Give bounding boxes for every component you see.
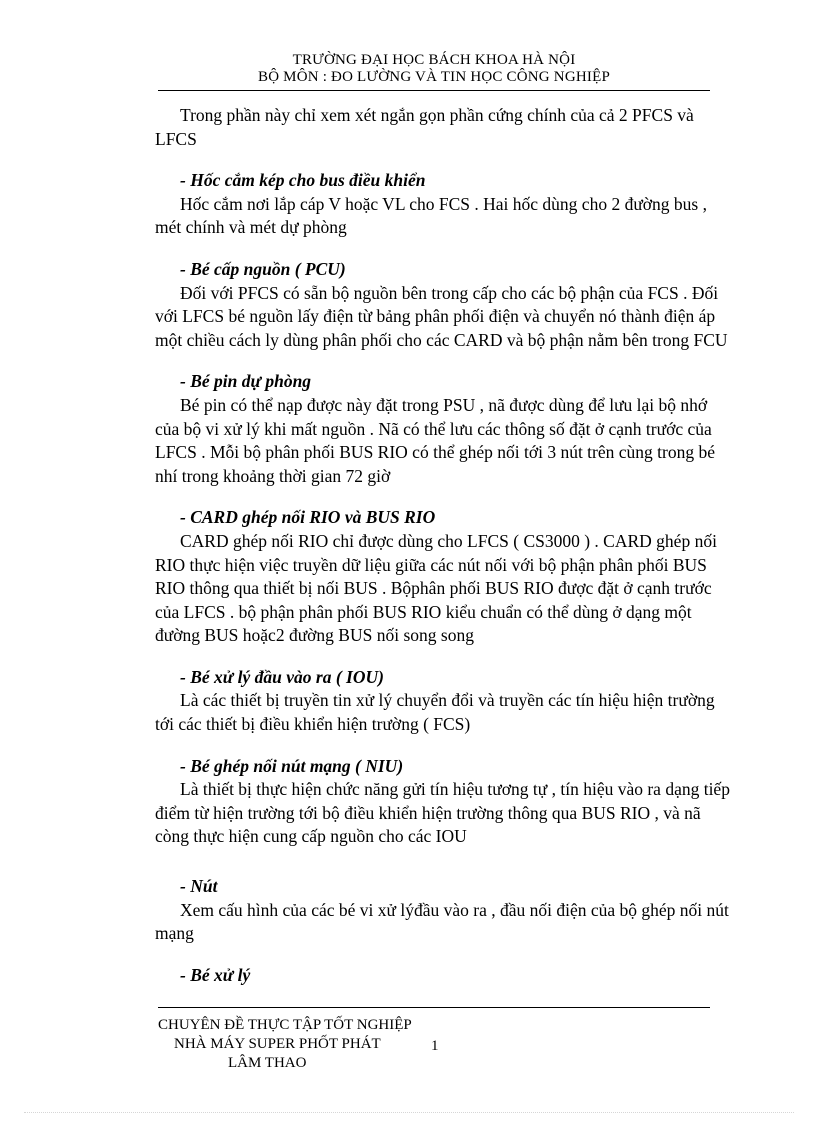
page-bottom-border <box>24 1112 794 1113</box>
section-text-nut: Xem cấu hình của các bé vi xử lýđầu vào ra , đầu nối điện của bộ ghép nối nút mạng <box>155 899 729 944</box>
section-text-rio: CARD ghép nối RIO chỉ được dùng cho LFCS ( CS3000 ) . CARD ghép nối RIO thực hiện việc truyền dữ liệu giữa các nút nối với bộ phận phân phối BUS RIO thông qua thiết bị nối BUS . Bộphân phối BUS RIO được đặt ở cạnh trước của LFCS . bộ phận phân phối BUS RIO kiểu chuẩn có thể dùng ở dạng một đường BUS hoặc2 đường BUS nối song song <box>155 530 717 646</box>
header-department: BỘ MÔN : ĐO LƯỜNG VÀ TIN HỌC CÔNG NGHIỆP <box>257 69 610 85</box>
section-heading-xu-ly: - Bé xử lý <box>180 964 251 985</box>
footer-location: LÂM THAO <box>228 1055 307 1071</box>
page-footer <box>158 1016 458 1073</box>
section-heading-nut: - Nút <box>180 876 218 897</box>
header-divider <box>158 90 710 91</box>
section-heading-pin: - Bé pin dự phòng <box>180 371 312 392</box>
section-text-pcu: Đối với PFCS có sẵn bộ nguồn bên trong cấp cho các bộ phận của FCS . Đối với LFCS bé nguồn lấy điện từ bảng phân phối điện và chuyển nó thành điện áp một chiều cách ly dùng phân phối cho các CARD và bộ phận nằm bên trong FCU <box>155 282 728 350</box>
section-heading-iou: - Bé xử lý đầu vào ra ( IOU) <box>180 666 384 687</box>
footer-title: CHUYÊN ĐỀ THỰC TẬP TỐT NGHIỆP <box>158 1017 412 1033</box>
page-number: 1 <box>431 1038 439 1054</box>
section-text-niu: Là thiết bị thực hiện chức năng gửi tín hiệu tương tự , tín hiệu vào ra dạng tiếp điểm từ hiện trường tới bộ điều khiển hiện trường thông qua BUS RIO , và nã còng thực hiện cung cấp nguồn cho các IOU <box>155 779 730 847</box>
section-text-pin: Bé pin có thể nạp được này đặt trong PSU , nã được dùng để lưu lại bộ nhớ của bộ vi xử lý khi mất nguồn . Nã có thể lưu các thông số đặt ở cạnh trước của LFCS . Mỗi bộ phân phối BUS RIO có thể ghép nối tới 3 nút trên cùng trong bé nhí trong khoảng thời gian 72 giờ <box>155 394 715 486</box>
section-text-hoc-cam: Hốc cắm nơi lắp cáp V hoặc VL cho FCS . Hai hốc dùng cho 2 đường bus , mét chính và mét dự phòng <box>155 193 707 238</box>
document-body <box>155 104 735 987</box>
footer-factory: NHÀ MÁY SUPER PHỐT PHÁT <box>174 1036 381 1052</box>
footer-divider <box>158 1007 710 1008</box>
header-university: TRƯỜNG ĐẠI HỌC BÁCH KHOA HÀ NỘI <box>292 52 576 68</box>
section-heading-pcu: - Bé cấp nguồn ( PCU) <box>180 258 346 279</box>
section-heading-rio: - CARD ghép nối RIO và BUS RIO <box>180 507 436 528</box>
section-heading-niu: - Bé ghép nối nút mạng ( NIU) <box>180 755 404 776</box>
intro-paragraph: Trong phần này chỉ xem xét ngắn gọn phần cứng chính của cả 2 PFCS và LFCS <box>155 105 694 149</box>
page-header <box>158 52 710 86</box>
section-heading-hoc-cam: - Hốc cắm kép cho bus điều khiển <box>180 170 426 191</box>
section-text-iou: Là các thiết bị truyền tin xử lý chuyển đổi và truyền các tín hiệu hiện trường tới các thiết bị điều khiển hiện trường ( FCS) <box>155 690 715 735</box>
